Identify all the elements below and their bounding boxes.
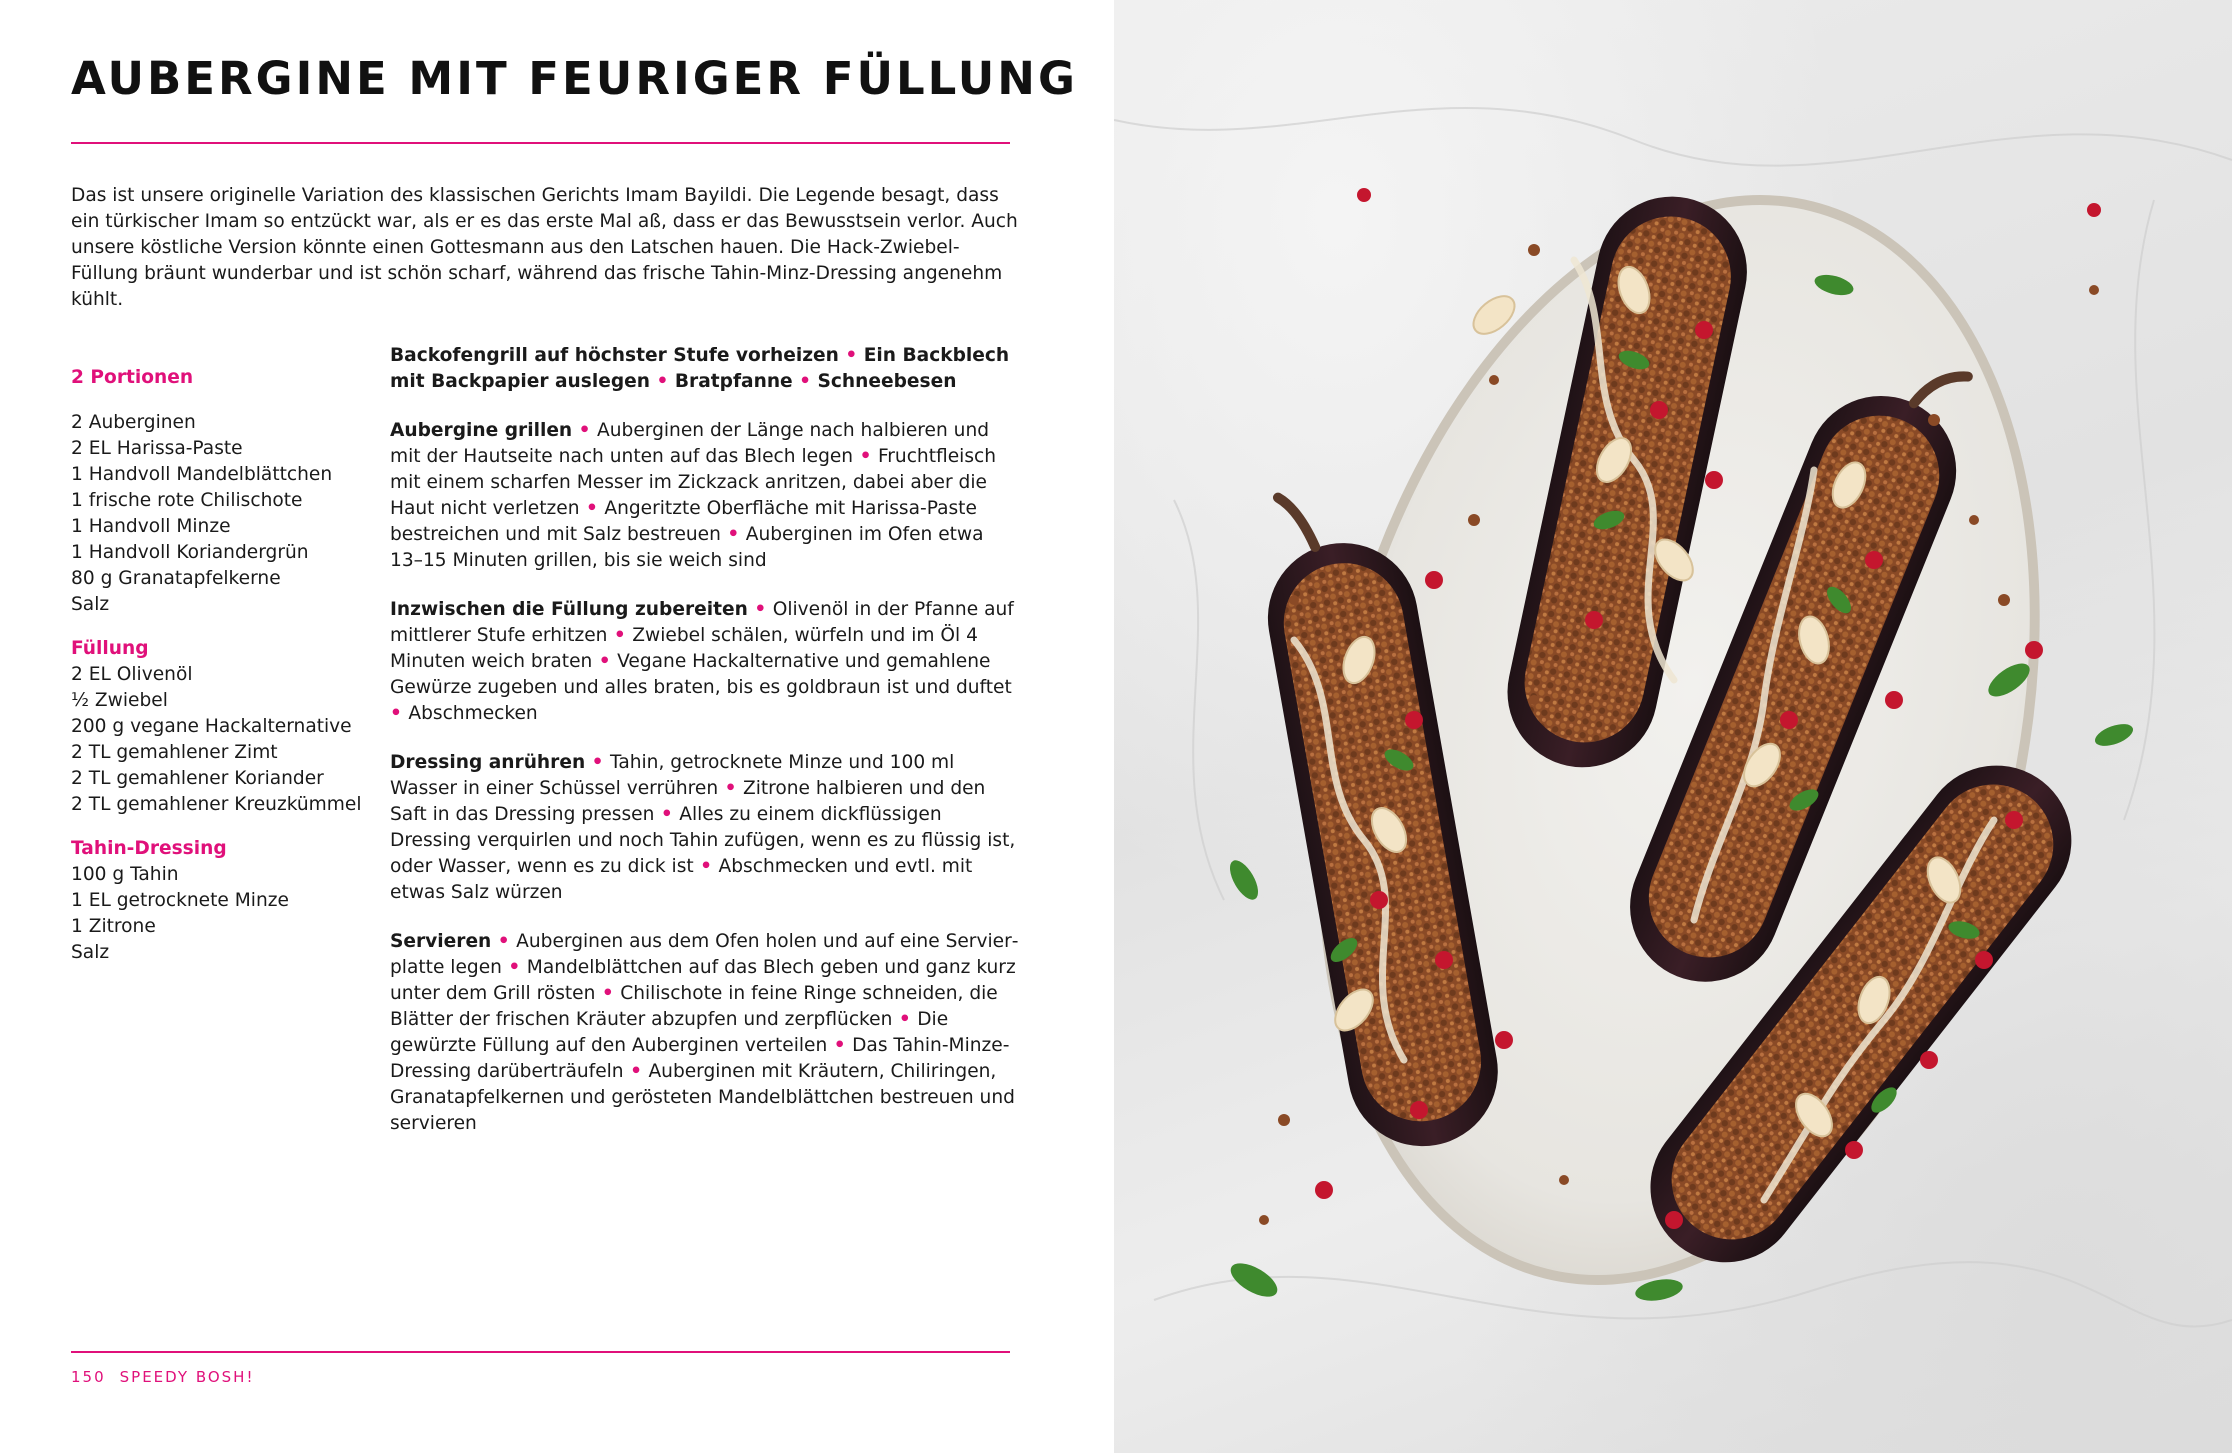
food-photo-illustration: [1114, 0, 2232, 1453]
method-steps: [390, 343, 1022, 1160]
ingredient-group-dressing: [71, 836, 371, 966]
ingredient-item: ½ Zwiebel: [71, 690, 168, 711]
step-text: Mandelblättchen auf das Blech geben und ganz kurz unter dem Grill rösten: [390, 957, 1016, 1004]
bullet-separator: •: [747, 599, 773, 620]
bullet-separator: •: [623, 1061, 649, 1082]
step-text: Abschmecken und evtl. mit etwas Salz würzen: [390, 856, 973, 903]
step-text: Abschmecken: [408, 703, 538, 724]
recipe-page: [0, 0, 1114, 1453]
title-divider: [71, 142, 1010, 144]
ingredient-item: 1 Handvoll Mandelblättchen: [71, 464, 333, 485]
recipe-title: AUBERGINE MIT FEURIGER FÜLLUNG: [71, 52, 1078, 105]
bullet-separator: •: [892, 1009, 918, 1030]
ingredient-item: 1 Zitrone: [71, 916, 156, 937]
ingredient-item: 2 EL Olivenöl: [71, 664, 193, 685]
bullet-separator: •: [654, 804, 680, 825]
method-step: [390, 597, 1022, 727]
bullet-separator: •: [607, 625, 633, 646]
bullet-separator: •: [853, 446, 878, 467]
servings-label: 2 Portionen: [71, 367, 194, 388]
step-text: Auberginen mit Kräutern, Chiliringen, Granatapfelkernen und gerösteten Mandelblättchen bestreuen und servieren: [390, 1061, 1015, 1134]
bullet-separator: •: [792, 371, 818, 392]
footer-divider: [71, 1351, 1010, 1353]
bullet-separator: •: [579, 498, 605, 519]
step-heading: Aubergine grillen: [390, 420, 573, 441]
bullet-separator: •: [827, 1035, 853, 1056]
page-number: 150: [71, 1368, 106, 1386]
bullet-separator: •: [595, 983, 621, 1004]
step-text: Die gewürzte Füllung auf den Auberginen verteilen: [390, 1009, 949, 1056]
step-heading: Servieren: [390, 931, 492, 952]
step-text: Olivenöl in der Pfanne auf mittlerer Stufe erhitzen: [390, 599, 1014, 646]
ingredient-item: Salz: [71, 942, 110, 963]
ingredient-list: [71, 365, 371, 984]
step-text: Alles zu einem dickflüssigen Dressing verquirlen und noch Tahin zufügen, wenn es zu flüssig ist, oder Wasser, wenn es zu dick ist: [390, 804, 1016, 877]
bullet-separator: •: [491, 931, 517, 952]
step-text: Zitrone halbieren und den Saft in das Dressing pressen: [390, 778, 986, 825]
step-heading: Inzwischen die Füllung zubereiten: [390, 599, 748, 620]
ingredient-item: 1 Handvoll Minze: [71, 516, 231, 537]
bullet-separator: •: [718, 778, 743, 799]
recipe-intro: Das ist unsere originelle Variation des klassischen Gerichts Imam Bayildi. Die Legende besagt, dass ein türkischer Imam so entzückt war, als er es das erste Mal aß, dass er das Bewusstsein verlor. Auch unsere köstliche Version könnte einen Gottesmann aus den Latschen hauen. Die Hack-Zwiebel-Füllung bräunt wunderbar und ist schön scharf, während das frische Tahin-Minz-Dressing angenehm kühlt.: [71, 185, 1018, 310]
recipe-photo: [1114, 0, 2232, 1453]
ingredient-item: 2 TL gemahlener Koriander: [71, 768, 324, 789]
bullet-separator: •: [501, 957, 527, 978]
ingredient-item: 2 TL gemahlener Zimt: [71, 742, 278, 763]
ingredient-group-title: Füllung: [71, 638, 149, 659]
bullet-separator: •: [693, 856, 719, 877]
ingredient-item: 1 Handvoll Koriandergrün: [71, 542, 309, 563]
method-step: [390, 418, 1022, 574]
ingredient-item: 1 EL getrocknete Minze: [71, 890, 289, 911]
bullet-separator: •: [592, 651, 618, 672]
page-footer: [71, 1368, 254, 1386]
ingredient-group-title: Tahin-Dressing: [71, 838, 227, 859]
equipment-item: Backofengrill auf höchster Stufe vorheizen: [390, 345, 839, 366]
step-text: Das Tahin-Minze-Dressing darüberträufeln: [390, 1035, 1010, 1082]
step-heading: Dressing anrühren: [390, 752, 586, 773]
ingredient-item: 80 g Granatapfelkerne: [71, 568, 281, 589]
equipment-item: Schneebesen: [817, 371, 957, 392]
ingredient-item: 2 EL Harissa-Paste: [71, 438, 243, 459]
step-text: Tahin, getrocknete Minze und 100 ml Wasser in einer Schüssel verrühren: [390, 752, 955, 799]
ingredient-group-filling: [71, 636, 371, 818]
step-text: Auberginen der Länge nach halbieren und mit der Hautseite nach unten auf das Blech legen: [390, 420, 990, 467]
step-text: Zwiebel schälen, würfeln und im Öl 4 Minuten weich braten: [390, 625, 978, 672]
step-text: Chilischote in feine Ringe schneiden, die Blätter der frischen Kräuter abzupfen und zerpflücken: [390, 983, 998, 1030]
ingredient-item: 200 g vegane Hackalternative: [71, 716, 352, 737]
ingredient-group-main: [71, 410, 371, 618]
equipment-item: Ein Backblech mit Backpapier auslegen: [390, 345, 1010, 392]
method-step: [390, 750, 1022, 906]
bullet-separator: •: [838, 345, 864, 366]
bullet-separator: •: [572, 420, 598, 441]
step-text: Vegane Hackalternative und gemahlene Gewürze zugeben und alles braten, bis es goldbraun ist und duftet: [390, 651, 1012, 698]
bullet-separator: •: [390, 703, 409, 724]
book-title: SPEEDY BOSH!: [119, 1368, 255, 1386]
ingredient-item: 2 TL gemahlener Kreuzkümmel: [71, 794, 362, 815]
step-text: Auberginen im Ofen etwa 13–15 Minuten grillen, bis sie weich sind: [390, 524, 984, 571]
bullet-separator: •: [585, 752, 611, 773]
ingredient-item: 2 Auberginen: [71, 412, 196, 433]
bullet-separator: •: [650, 371, 675, 392]
method-step: [390, 929, 1022, 1137]
equipment-item: Bratpfanne: [674, 371, 793, 392]
step-text: Auberginen aus dem Ofen holen und auf eine Servierplatte legen: [390, 931, 1019, 978]
equipment-paragraph: [390, 343, 1022, 395]
step-text: Angeritzte Oberfläche mit Harissa-Paste bestreichen und mit Salz bestreuen: [390, 498, 977, 545]
ingredient-item: 100 g Tahin: [71, 864, 179, 885]
step-text: Fruchtfleisch mit einem scharfen Messer im Zickzack anritzen, dabei aber die Haut nicht verletzen: [390, 446, 997, 519]
ingredient-item: 1 frische rote Chilischote: [71, 490, 303, 511]
bullet-separator: •: [720, 524, 746, 545]
ingredient-item: Salz: [71, 594, 110, 615]
